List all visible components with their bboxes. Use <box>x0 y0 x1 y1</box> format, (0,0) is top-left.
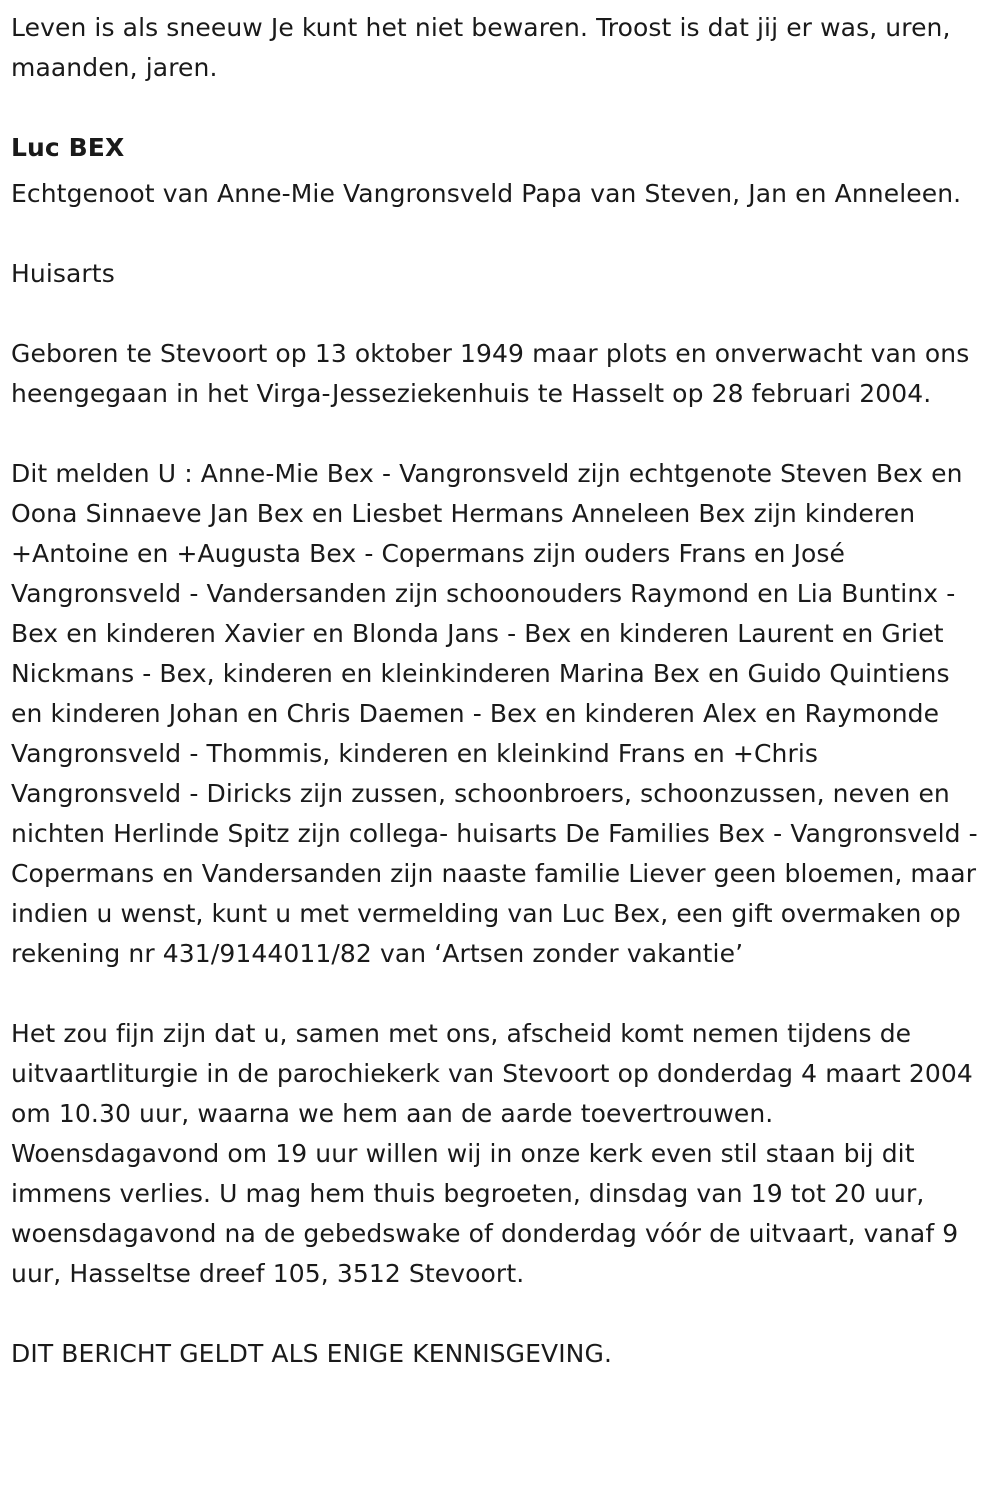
funeral-paragraph: Het zou fijn zijn dat u, samen met ons, afscheid komt nemen tijdens de uitvaartliturgie in de parochiekerk van Stevoort op donderdag 4 maart 2004 om 10.30 uur, waarna we hem aan de aarde toevertrouwen. Woensdagavond om 19 uur willen wij in onze kerk even stil staan bij dit immens verlies. U mag hem thuis begroeten, dinsdag van 19 tot 20 uur, woensdagavond na de gebedswake of donderdag vóór de uitvaart, vanaf 9 uur, Hasseltse dreef 105, 3512 Stevoort. <box>11 1019 973 1288</box>
birth-death-paragraph: Geboren te Stevoort op 13 oktober 1949 maar plots en onverwacht van ons heengegaan in het Virga-Jesseziekenhuis te Hasselt op 28 februari 2004. <box>11 339 970 408</box>
name-text: Luc BEX <box>11 133 125 162</box>
closing-paragraph: DIT BERICHT GELDT ALS ENIGE KENNISGEVING. <box>11 1339 612 1368</box>
profession-paragraph: Huisarts <box>11 259 115 288</box>
relations-paragraph: Echtgenoot van Anne-Mie Vangronsveld Papa van Steven, Jan en Anneleen. <box>11 179 962 208</box>
quote-paragraph: Leven is als sneeuw Je kunt het niet bewaren. Troost is dat jij er was, uren, maanden, jaren. <box>11 13 951 82</box>
deceased-name <box>11 128 988 168</box>
announced-by-paragraph: Dit melden U : Anne-Mie Bex - Vangronsveld zijn echtgenote Steven Bex en Oona Sinnaeve Jan Bex en Liesbet Hermans Anneleen Bex zijn kinderen +Antoine en +Augusta Bex - Copermans zijn ouders Frans en José Vangronsveld - Vandersanden zijn schoonouders Raymond en Lia Buntinx - Bex en kinderen Xavier en Blonda Jans - Bex en kinderen Laurent en Griet Nickmans - Bex, kinderen en kleinkinderen Marina Bex en Guido Quintiens en kinderen Johan en Chris Daemen - Bex en kinderen Alex en Raymonde Vangronsveld - Thommis, kinderen en kleinkind Frans en +Chris Vangronsveld - Diricks zijn zussen, schoonbroers, schoonzussen, neven en nichten Herlinde Spitz zijn collega- huisarts De Families Bex - Vangronsveld - Copermans en Vandersanden zijn naaste familie Liever geen bloemen, maar indien u wenst, kunt u met vermelding van Luc Bex, een gift overmaken op rekening nr 431/9144011/82 van ‘Artsen zonder vakantie’ <box>11 459 978 968</box>
